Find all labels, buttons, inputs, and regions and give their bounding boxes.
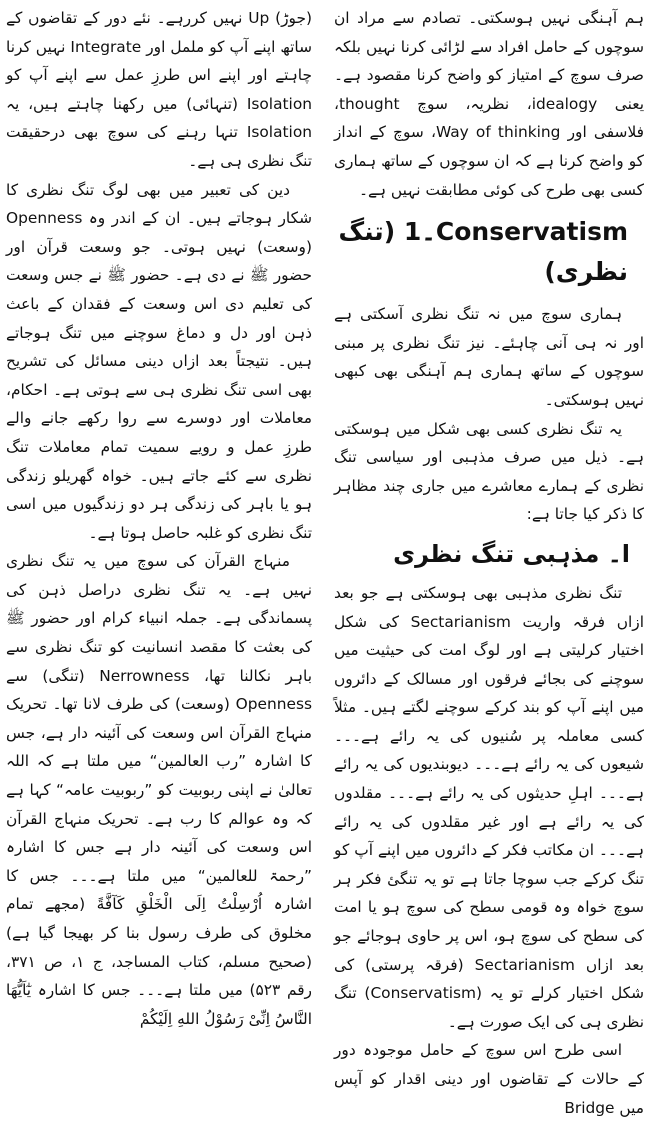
left-column: [6, 4, 312, 1026]
paragraph-7: منہاج القرآن کی سوچ میں یہ تنگ نظری نہیں ہے۔ یہ تنگ نظری دراصل ذہن کی پسماندگی ہے۔ جملہ انبیاء کرام اور حضور ﷺ کی بعثت کا مقصد انسانیت کو تنگ نظری سے باہر نکالنا تھا، Nerrowness (تنگی) سے Openness (وسعت) کی طرف لانا تھا۔ تحریک منہاج القرآن اس وسعت کی آئینہ دار ہے، جس کا اشارہ ”رب العالمین“ میں ملتا ہے کہ اللہ تعالیٰ نے اپنی ربوبیت کو ”ربوبیت عامہ“ کہا ہے کہ وہ عوالم کا رب ہے۔ تحریک منہاج القرآن اس وسعت کی آئینہ دار ہے جس کا اشارہ ”رحمۃ للعالمین“ میں ملتا ہے۔۔۔ جس کا اشارہ اُرْسِلْتُ اِلَی الْخَلْقِ کَآفَّةً (مجھے تمام مخلوق کی طرف رسول بنا کر بھیجا گیا ہے) (صحیح مسلم، کتاب المساجد، ج ۱، ص ۳۷۱، رقم ۵۲۳) میں ملتا ہے۔۔۔ جس کا اشارہ یٰٓاَیُّهَا النَّاسُ اِنِّیْ رَسُوْلُ اللهِ اِلَیْکُمْ: [6, 552, 312, 1028]
paragraph-1: ہماری سوچ میں نہ تنگ نظری آسکتی ہے اور نہ ہی آنی چاہئے۔ نیز تنگ نظری پر مبنی سوچوں کے ساتھ ہماری ہم آہنگی بھی کبھی نہیں ہوسکتی۔: [334, 305, 644, 409]
paragraph-5: (جوڑ) Up نہیں کررہے۔ نئے دور کے تقاضوں کے ساتھ اپنے آپ کو ململ اور Integrate نہیں کرنا چاہتے اور اپنے اس طرزِ عمل سے اپنے آپ کو Isolation (تنہائی) میں رکھنا چاہتے ہیں، یہ Isolation تنہا رہنے کی سوچ بھی درحقیقت تنگ نظری ہی ہے۔: [6, 9, 312, 170]
paragraph-4: اسی طرح اس سوچ کے حامل موجودہ دور کے حالات کے تقاضوں اور دینی اقدار کو آپس میں Bridge: [334, 1041, 644, 1117]
intro-paragraph: ہم آہنگی نہیں ہوسکتی۔ تصادم سے مراد ان سوچوں کے حامل افراد سے لڑائی کرنا نہیں بلکہ صرف سوچ کے امتیاز کو واضح کرنا مقصود ہے۔ یعنی idealogy، نظریہ، سوچ thought، فلاسفی اور Way of thinking، سوچ کے انداز کو واضح کرنا ہے کہ ان سوچوں کے ساتھ ہماری کسی بھی طرح کی کوئی مطابقت نہیں ہے۔: [334, 9, 644, 199]
section-heading-conservatism: Conservatism۔1 (تنگ نظری): [338, 217, 628, 287]
paragraph-2: یہ تنگ نظری کسی بھی شکل میں ہوسکتی ہے۔ ذیل میں صرف مذہبی اور سیاسی تنگ نظری کے ہمارے معاشرے میں جاری چند مظاہر کا ذکر کیا جاتا ہے:: [334, 419, 644, 524]
right-column: [334, 4, 645, 1117]
paragraph-3: تنگ نظری مذہبی بھی ہوسکتی ہے جو بعد ازاں فرقہ واریت Sectarianism کی شکل اختیار کرلیتی ہے اور لوگ امت کی حیثیت میں سوچنے کی بجائے فرقوں اور مسالک کے دائروں میں اپنے آپ کو بند کرکے سوچنے لگتے ہیں۔ مثلاً کسی معاملہ پر سُنیوں کی یہ رائے ہے۔۔۔ شیعوں کی یہ رائے ہے۔۔۔ دیوبندیوں کی یہ رائے ہے۔۔۔ اہلِ حدیثوں کی یہ رائے ہے۔۔۔ مقلدوں کی یہ رائے ہے اور غیر مقلدوں کی یہ رائے ہے۔۔۔ ان مکاتب فکر کے دائروں میں اپنے آپ کو تنگ کرکے جب سوچا جاتا ہے تو یہ تنگئ فکر ہر سوچ خواہ وہ قومی سطح کی سوچ ہو یا امت کی سطح کی سوچ ہو، اس پر حاوی ہوجائے جو بعد ازاں Sectarianism (فرقہ پرستی) کی شکل اختیار کرلے تو یہ (Conservatism) تنگ نظری ہی کی ایک صورت ہے۔: [334, 583, 645, 1031]
paragraph-6: دین کی تعبیر میں بھی لوگ تنگ نظری کا شکار ہوجاتے ہیں۔ ان کے اندر وہ Openness (وسعت) نہیں ہوتی۔ جو وسعت قرآن اور حضور ﷺ نے دی ہے۔ حضور ﷺ نے جس وسعت کی تعلیم دی اس وسعت کے فقدان کے باعث ذہن اور دل و دماغ سوچنے میں تنگ ہوجاتے ہیں۔ نتیجتاً بعد ازاں دینی مسائل کی تشریح بھی اسی تنگ نظری ہی سے ہوتی ہے۔ احکام، معاملات اور دوسرے سے روا رکھے جانے والے طرزِ عمل و رویے سمیت تمام معاملات تنگ نظری سے کئے جاتے ہیں۔ خواہ گھریلو زندگی ہو یا باہر کی زندگی ہر دو زندگیوں میں اسی تنگ نظری کو غلبہ حاصل ہوتا ہے۔: [6, 180, 312, 542]
subsection-heading-religious: ا۔ مذہبی تنگ نظری: [393, 539, 630, 568]
